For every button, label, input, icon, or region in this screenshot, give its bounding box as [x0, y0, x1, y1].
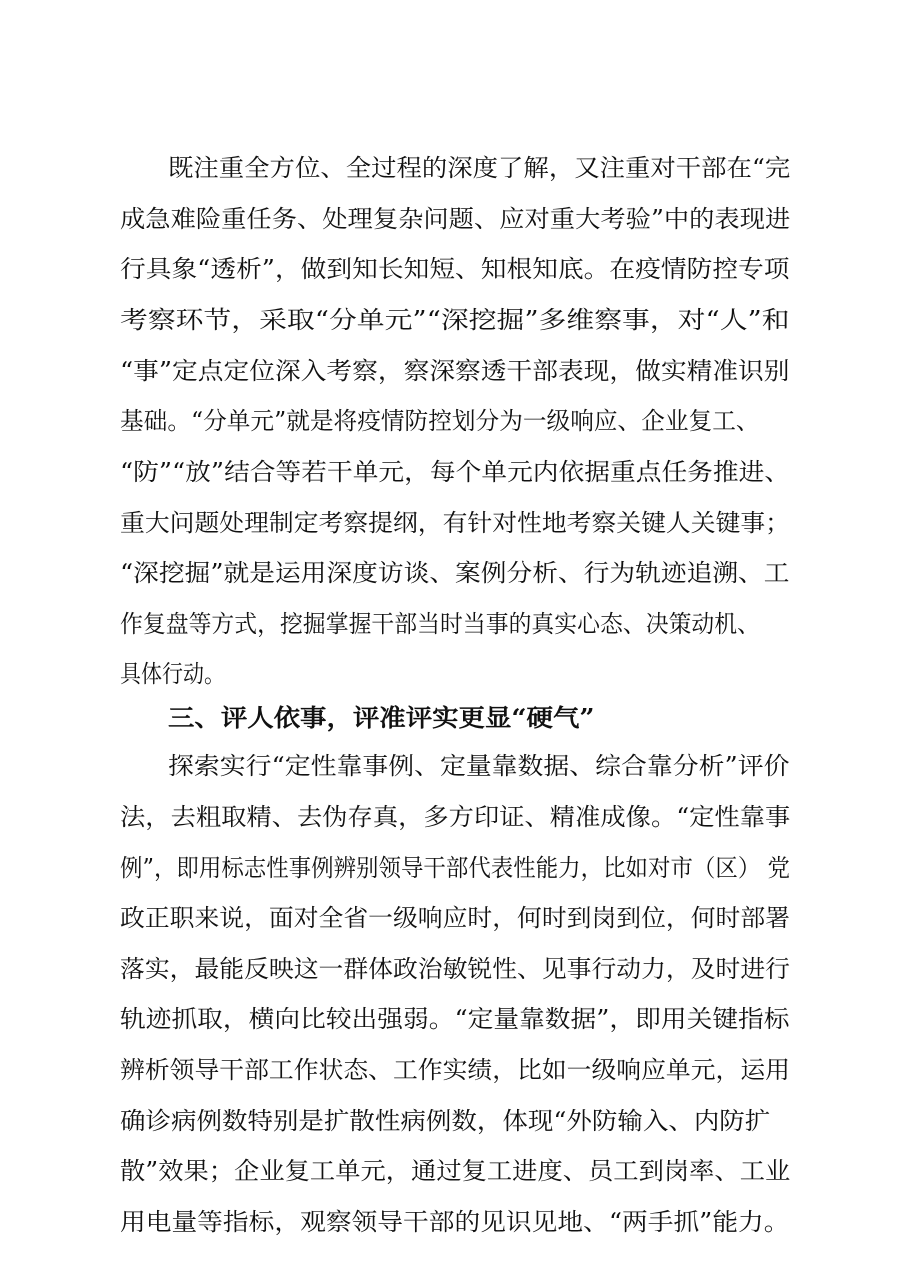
body-line-1: 既注重全方位、全过程的深度了解，又注重对干部在“完: [168, 154, 791, 182]
body-line-18: 辨析领导干部工作状态、工作实绩，比如一级响应单元，运用: [120, 1056, 790, 1084]
body-line-13: 法，去粗取精、去伪存真，多方印证、精准成像。“定性靠事: [120, 803, 791, 831]
body-line-2: 成急难险重任务、处理复杂问题、应对重大考验”中的表现进: [120, 205, 791, 233]
body-line-19: 确诊病例数特别是扩散性病例数，体现“外防输入、内防扩: [120, 1107, 771, 1135]
body-line-20: 散”效果；企业复工单元，通过复工进度、员工到岗率、工业: [120, 1157, 791, 1185]
body-line-9: “深挖掘”就是运用深度访谈、案例分析、行为轨迹追溯、工: [120, 559, 790, 587]
body-line-5: “事”定点定位深入考察，察深察透干部表现，做实精准识别: [120, 357, 790, 385]
body-line-10: 作复盘等方式，挖掘掌握干部当时当事的真实心态、决策动机、: [120, 610, 760, 638]
body-line-3: 行具象“透析”，做到知长知短、知根知底。在疫情防控专项: [120, 255, 790, 283]
body-line-16: 落实，最能反映这一群体政治敏锐性、见事行动力，及时进行: [120, 955, 790, 983]
section-heading: 三、评人依事，评准评实更显“硬气”: [168, 703, 595, 732]
body-line-17: 轨迹抓取，横向比较出强弱。“定量靠数据”，即用关键指标: [120, 1005, 790, 1033]
body-line-8: 重大问题处理制定考察提纲，有针对性地考察关键人关键事；: [120, 509, 790, 537]
body-line-15: 政正职来说，面对全省一级响应时，何时到岗到位，何时部署: [120, 904, 790, 932]
body-line-12: 探索实行“定性靠事例、定量靠数据、综合靠分析”评价: [168, 752, 790, 780]
body-line-6: 基础。“分单元”就是将疫情防控划分为一级响应、企业复工、: [120, 407, 760, 435]
body-line-14: 例”，即用标志性事例辨别领导干部代表性能力，比如对市（区） 党: [120, 854, 790, 882]
body-line-21: 用电量等指标，观察领导干部的见识见地、“两手抓”能力。: [120, 1208, 790, 1236]
body-line-11: 具体行动。: [120, 660, 225, 688]
body-line-4: 考察环节，采取“分单元”“深挖掘”多维察事，对“人”和: [120, 306, 790, 334]
body-line-7: “防”“放”结合等若干单元，每个单元内依据重点任务推进、: [120, 458, 791, 486]
